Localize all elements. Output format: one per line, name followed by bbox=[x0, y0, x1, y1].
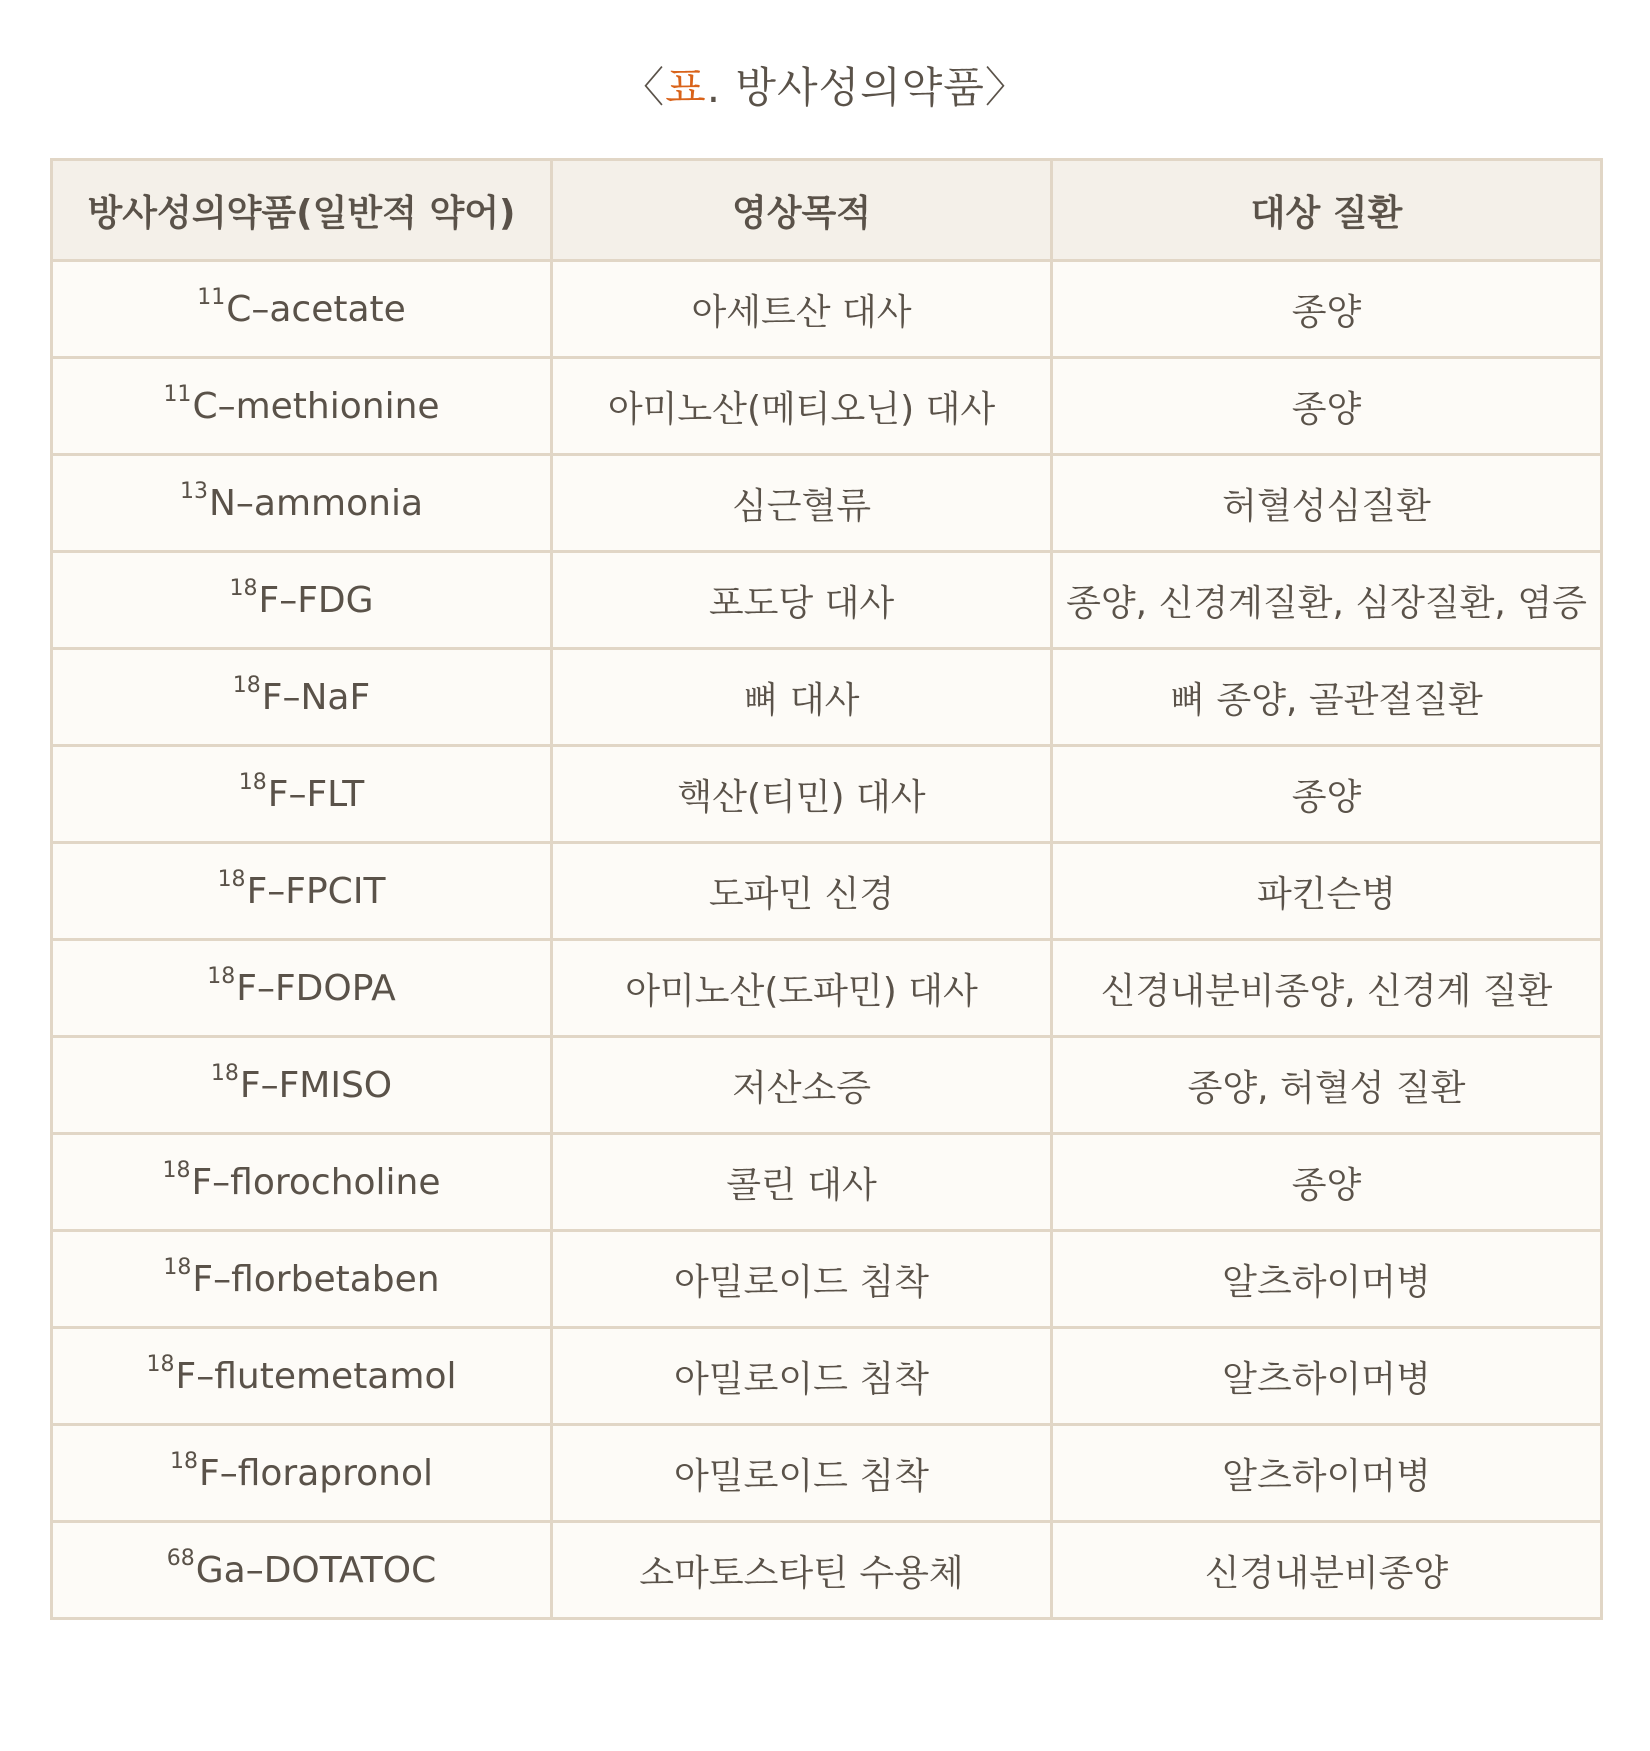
caption-accent: 표 bbox=[665, 63, 707, 112]
compound-name: C–methionine bbox=[192, 385, 440, 427]
compound-name: F–FPCIT bbox=[246, 870, 386, 912]
compound-name: Ga–DOTATOC bbox=[195, 1549, 437, 1591]
compound-name: F–FLT bbox=[267, 773, 365, 815]
purpose-cell: 도파민 신경 bbox=[552, 843, 1052, 940]
isotope-mass-number: 68 bbox=[166, 1545, 195, 1571]
header-radiopharmaceutical: 방사성의약품(일반적 약어) bbox=[52, 160, 552, 261]
radiopharmaceutical-cell bbox=[52, 1425, 552, 1522]
compound-name: F–FDG bbox=[258, 579, 374, 621]
radiopharmaceutical-cell bbox=[52, 552, 552, 649]
isotope-mass-number: 18 bbox=[229, 575, 258, 601]
disease-cell: 종양, 허혈성 질환 bbox=[1052, 1037, 1602, 1134]
table-row bbox=[52, 552, 1602, 649]
isotope-mass-number: 11 bbox=[163, 381, 192, 407]
compound-name: F–florbetaben bbox=[192, 1258, 440, 1300]
table-row bbox=[52, 940, 1602, 1037]
isotope-mass-number: 18 bbox=[146, 1351, 175, 1377]
compound-name: C–acetate bbox=[226, 288, 406, 330]
caption-title: . 방사성의약품 bbox=[706, 63, 985, 112]
table-row bbox=[52, 455, 1602, 552]
purpose-cell: 아미노산(메티오닌) 대사 bbox=[552, 358, 1052, 455]
radiopharmaceutical-cell bbox=[52, 1522, 552, 1619]
disease-cell: 허혈성심질환 bbox=[1052, 455, 1602, 552]
purpose-cell: 아밀로이드 침착 bbox=[552, 1328, 1052, 1425]
radiopharmaceutical-cell bbox=[52, 358, 552, 455]
purpose-cell: 핵산(티민) 대사 bbox=[552, 746, 1052, 843]
isotope-mass-number: 18 bbox=[232, 672, 261, 698]
radiopharmaceutical-cell bbox=[52, 455, 552, 552]
table-row bbox=[52, 746, 1602, 843]
compound-name: F–NaF bbox=[261, 676, 371, 718]
purpose-cell: 뼈 대사 bbox=[552, 649, 1052, 746]
purpose-cell: 아미노산(도파민) 대사 bbox=[552, 940, 1052, 1037]
isotope-mass-number: 18 bbox=[163, 1254, 192, 1280]
isotope-mass-number: 18 bbox=[170, 1448, 198, 1474]
table-row bbox=[52, 1231, 1602, 1328]
isotope-mass-number: 13 bbox=[179, 478, 208, 504]
purpose-cell: 아세트산 대사 bbox=[552, 261, 1052, 358]
caption-open-bracket: 〈 bbox=[622, 63, 666, 112]
radiopharmaceutical-cell bbox=[52, 1231, 552, 1328]
header-target-disease: 대상 질환 bbox=[1052, 160, 1602, 261]
table-row bbox=[52, 358, 1602, 455]
isotope-mass-number: 11 bbox=[197, 284, 226, 310]
purpose-cell: 아밀로이드 침착 bbox=[552, 1231, 1052, 1328]
purpose-cell: 소마토스타틴 수용체 bbox=[552, 1522, 1052, 1619]
table-row bbox=[52, 1328, 1602, 1425]
purpose-cell: 아밀로이드 침착 bbox=[552, 1425, 1052, 1522]
compound-name: F–florapronol bbox=[199, 1452, 433, 1494]
disease-cell: 종양 bbox=[1052, 1134, 1602, 1231]
disease-cell: 신경내분비종양 bbox=[1052, 1522, 1602, 1619]
purpose-cell: 포도당 대사 bbox=[552, 552, 1052, 649]
table-caption bbox=[0, 58, 1650, 118]
disease-cell: 알츠하이머병 bbox=[1052, 1328, 1602, 1425]
disease-cell: 알츠하이머병 bbox=[1052, 1231, 1602, 1328]
isotope-mass-number: 18 bbox=[210, 1060, 239, 1086]
radiopharmaceutical-cell bbox=[52, 843, 552, 940]
isotope-mass-number: 18 bbox=[162, 1157, 191, 1183]
disease-cell: 종양 bbox=[1052, 746, 1602, 843]
radiopharmaceutical-cell bbox=[52, 649, 552, 746]
compound-name: F–florocholine bbox=[191, 1161, 441, 1203]
compound-name: F–FMISO bbox=[239, 1064, 393, 1106]
table-row bbox=[52, 1134, 1602, 1231]
disease-cell: 뼈 종양, 골관절질환 bbox=[1052, 649, 1602, 746]
purpose-cell: 저산소증 bbox=[552, 1037, 1052, 1134]
table-row bbox=[52, 649, 1602, 746]
caption-close-bracket: 〉 bbox=[984, 63, 1028, 112]
radiopharmaceutical-cell bbox=[52, 261, 552, 358]
compound-name: F–flutemetamol bbox=[175, 1355, 457, 1397]
radiopharmaceutical-cell bbox=[52, 1134, 552, 1231]
table-row bbox=[52, 1425, 1602, 1522]
disease-cell: 종양 bbox=[1052, 358, 1602, 455]
table-header-row bbox=[52, 160, 1602, 261]
radiopharmaceutical-cell bbox=[52, 1328, 552, 1425]
purpose-cell: 심근혈류 bbox=[552, 455, 1052, 552]
disease-cell: 종양 bbox=[1052, 261, 1602, 358]
isotope-mass-number: 18 bbox=[238, 769, 267, 795]
radiopharmaceutical-cell bbox=[52, 746, 552, 843]
radiopharmaceutical-table bbox=[50, 158, 1603, 1620]
compound-name: N–ammonia bbox=[208, 482, 424, 524]
disease-cell: 알츠하이머병 bbox=[1052, 1425, 1602, 1522]
isotope-mass-number: 18 bbox=[217, 866, 246, 892]
header-imaging-purpose: 영상목적 bbox=[552, 160, 1052, 261]
disease-cell: 종양, 신경계질환, 심장질환, 염증 bbox=[1052, 552, 1602, 649]
radiopharmaceutical-cell bbox=[52, 1037, 552, 1134]
table-row bbox=[52, 1522, 1602, 1619]
disease-cell: 신경내분비종양, 신경계 질환 bbox=[1052, 940, 1602, 1037]
table-row bbox=[52, 261, 1602, 358]
isotope-mass-number: 18 bbox=[207, 963, 236, 989]
table-row bbox=[52, 843, 1602, 940]
disease-cell: 파킨슨병 bbox=[1052, 843, 1602, 940]
purpose-cell: 콜린 대사 bbox=[552, 1134, 1052, 1231]
compound-name: F–FDOPA bbox=[236, 967, 396, 1009]
table-row bbox=[52, 1037, 1602, 1134]
radiopharmaceutical-cell bbox=[52, 940, 552, 1037]
